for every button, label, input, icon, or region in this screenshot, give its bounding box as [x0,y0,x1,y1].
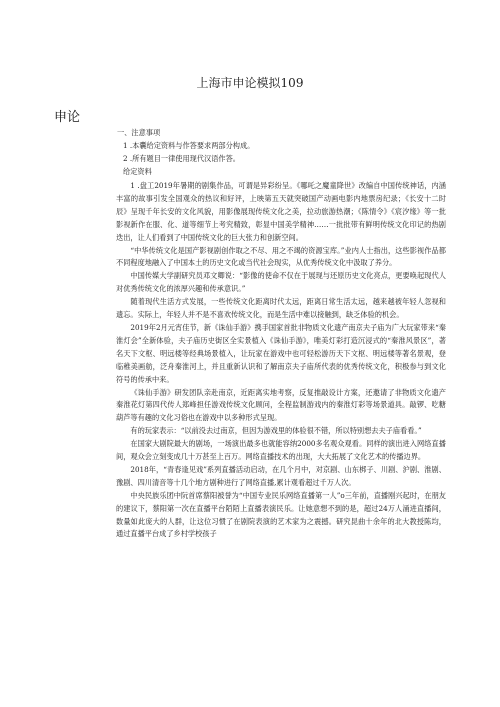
material-body [116,180,446,541]
note-item: 2 .所有题目一律使用现代汉语作答。 [123,154,240,163]
notes-heading: 一、注意事项 [117,128,161,137]
paragraph: 2018年，“青春逢见戏”系列直播活动启动，在几个月中，对京剧、山东梆子、川剧、沪剧、淮剧、豫剧、四川清音等十几个地方剧种进行了网络直播,累计观看超过千万人次。 [116,464,446,487]
paragraph: 《诛仙手游》研发团队亲赴南京，近距离实地考察，反复推敲设计方案，还邀请了非物质文化遗产秦淮花灯第四代传人郑峰担任游戏传统文化顾问，全程监制游戏内的秦淮灯彩等场景道具。敲锣、吃糖葫芦等有趣的文化习俗也在游戏中以多种形式呈现。 [116,387,446,423]
document-title: 上海市申论模拟109 [196,76,304,90]
paragraph: 在国家大剧院最大的剧场，一场演出最多也就能容纳2000多名观众观看。同样的演出进入网络直播间，观众会立刻变成几十万甚至上百万。网络直播技术的出现，大大拓展了文化艺术的传播边界。 [116,439,446,462]
paragraph: 中国传媒大学副研究员邓文卿说：“影像的使命不仅在于展现与还原历史文化亮点，更要唤起现代人对优秀传统文化的浓厚兴趣和传承意识。” [116,271,446,294]
paragraph: 有的玩家表示：“以前没去过南京，但因为游戏里的体验很不错，所以特别想去夫子庙看看。” [130,426,422,436]
paragraph: 2019年2月元宵佳节，新《诛仙手游》携手国家首批非物质文化遗产南京夫子庙为广大玩家带来“秦淮灯会”全新体验，夫子庙历史街区全实景植入《诛仙手游》，唯美灯彩打造沉浸式的“秦淮风景区”，著名天下文枢、明远楼等经典场景植入，让玩家在游戏中也可轻松游历天下文枢、明远楼等著名景观，登临稚美画舫，泛舟秦淮河上，并且重新认识和了解南京夫子庙所代表的优秀传统文化，积极参与到文化符号的传承中来。 [116,322,446,384]
note-item: 1 .本囊给定资料与作答要求两部分构成。 [123,141,255,150]
paragraph: 中央民族乐团中阮首席蔡阳被誉为“中国专业民乐网络直播第一人”o三年前，直播刚兴起时，在朋友的建议下，蔡阳第一次在直播平台陌陌上直播表演民乐。让她意想不到的是，超过24万人涌进直播间，数量如此庞大的人群，让这位习惯了在剧院表演的艺术家为之震撼。研究昆曲十余年的北大教授陈均，通过直播平台成了乡村学校孩子 [116,490,446,539]
paragraph: 1 .盘工2019年暑期的剧集作品，可谓是异彩纷呈。《哪吒之魔童降世》改编自中国传统神话，内涵丰富的故事引发全国观众的热议和好评，上映第五天就突破国产动画电影内地票房纪录；《长安十二时辰》呈现千年长安的文化风貌，用影像展现传统文化之美，拉动旅游热潮；《陈情令》《宸汐缘》等一批影视新作在服、化、道等细节上考究精致，彰显中国美学精神……一批批带有鲜明传统文化印记的热剧迭出，让人们看到了中国传统文化的巨大张力和创新空间。 [116,181,446,242]
section-heading: 申论 [54,110,81,125]
paragraph: “中华传统文化是国产影视剧创作取之不尽、用之不竭的资源宝库。”业内人士指出，这些影视作品都不同程度地融入了中国本土的历史文化或当代社会现实，从优秀传统文化中汲取了养分。 [116,245,446,268]
paragraph: 随着现代生活方式发展，一些传统文化距离时代太远，距离日常生活太远，越来越被年轻人忽视和遗忘。实际上，年轻人并不是不喜欢传统文化，而是生活中难以接触到，缺乏体验的机会。 [116,297,446,320]
material-heading: 给定资料 [123,167,152,176]
